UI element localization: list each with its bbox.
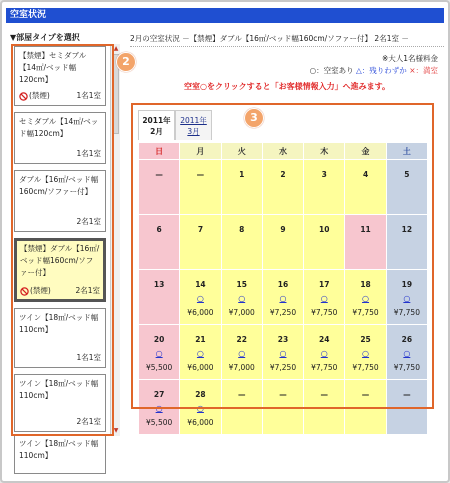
notes: [130, 53, 444, 77]
room-type-name: セミダブル【14㎡/ベッド幅120cm】: [19, 117, 99, 138]
weekday-header: 水: [262, 143, 303, 160]
day-number: 16: [277, 280, 289, 289]
room-type-footer: [19, 90, 101, 102]
weekday-header: 土: [386, 143, 427, 160]
day-number: 26: [401, 335, 413, 344]
day-price: ¥7,750: [352, 363, 379, 372]
instruction-text: 空室○をクリックすると「お客様情報入力」へ進みます。: [183, 82, 391, 91]
availability-link[interactable]: ○: [362, 294, 370, 303]
day-number: 13: [153, 280, 165, 289]
calendar-day-cell[interactable]: [139, 325, 180, 380]
day-number: 25: [360, 335, 371, 344]
calendar-day-cell: [345, 215, 386, 270]
title-bar: 空室状況: [6, 8, 444, 23]
room-type-header: ▼部屋タイプを選択: [10, 33, 80, 42]
day-price: ¥7,750: [352, 308, 379, 317]
calendar-day-cell[interactable]: [221, 325, 262, 380]
day-price: ¥7,000: [228, 363, 255, 372]
room-type-card[interactable]: [14, 112, 106, 164]
price-note: ※大人1名様料金: [381, 54, 438, 63]
day-price: ¥6,000: [187, 418, 214, 427]
month-tabs: [138, 110, 212, 142]
calendar-day-cell: [345, 380, 386, 435]
day-number: 11: [360, 225, 371, 234]
calendar-day-cell[interactable]: [139, 380, 180, 435]
day-number: 6: [156, 225, 162, 234]
availability-link[interactable]: ○: [196, 404, 204, 413]
day-number: 4: [362, 170, 369, 179]
calendar-grid: [138, 142, 428, 435]
day-number: 27: [153, 390, 165, 399]
room-type-footer: [19, 148, 101, 160]
day-price: ¥6,000: [187, 308, 214, 317]
day-number: 8: [239, 225, 245, 234]
room-type-card[interactable]: [14, 238, 106, 302]
calendar-day-cell: [386, 380, 427, 435]
room-capacity: 1名1室: [76, 149, 101, 158]
day-number: —: [403, 390, 411, 399]
day-number: 12: [401, 225, 413, 234]
room-type-card[interactable]: [14, 46, 106, 106]
calendar-day-cell: [221, 160, 262, 215]
day-number: 23: [277, 335, 289, 344]
calendar-day-cell: [139, 270, 180, 325]
calendar-day-cell: [304, 160, 345, 215]
callout-badge-3: 3: [244, 108, 264, 128]
calendar-day-cell[interactable]: [304, 270, 345, 325]
calendar-day-cell: [180, 160, 221, 215]
weekday-header: 日: [139, 143, 180, 160]
room-type-name: 【禁煙】ダブル【16㎡/ベッド幅160cm/ソファー付】: [20, 244, 100, 277]
room-type-card[interactable]: [14, 374, 106, 432]
room-capacity: 1名1室: [76, 91, 101, 100]
room-list-scrollbar[interactable]: [110, 44, 120, 436]
calendar-day-cell[interactable]: [386, 325, 427, 380]
availability-title: 2月の空室状況 －【禁煙】ダブル【16㎡/ベッド幅160cm/ソファー付】 2名1室 －: [130, 32, 444, 47]
month-tab-year: 2011年: [180, 116, 207, 125]
legend: [130, 65, 438, 77]
month-tab-year: 2011年: [142, 116, 171, 125]
room-type-name: 【禁煙】セミダブル【14㎡/ベッド幅120cm】: [19, 51, 87, 84]
day-number: 18: [360, 280, 371, 289]
room-capacity: 2名1室: [76, 417, 101, 426]
weekday-header-row: [139, 143, 428, 160]
day-price: ¥6,000: [187, 363, 214, 372]
calendar-day-cell: [304, 215, 345, 270]
calendar-week-row: [139, 215, 428, 270]
calendar-day-cell: [386, 215, 427, 270]
availability-link[interactable]: ○: [279, 294, 287, 303]
room-type-name: ダブル【16㎡/ベッド幅160cm/ソファー付】: [19, 175, 99, 196]
calendar-day-cell[interactable]: [180, 325, 221, 380]
no-smoking-icon: [20, 287, 29, 296]
availability-panel: [130, 32, 444, 92]
room-type-name: ツイン【18㎡/ベッド幅110cm】: [19, 313, 99, 334]
room-type-list: [10, 44, 112, 460]
day-number: 10: [319, 225, 330, 234]
day-price: ¥7,750: [311, 363, 338, 372]
room-type-card[interactable]: [14, 170, 106, 232]
room-type-footer: [19, 352, 101, 364]
availability-link[interactable]: ○: [238, 349, 246, 358]
calendar-day-cell: [221, 380, 262, 435]
availability-link[interactable]: ○: [155, 349, 163, 358]
day-number: —: [196, 170, 205, 179]
day-price: ¥5,500: [146, 363, 173, 372]
month-tab[interactable]: [138, 110, 175, 140]
day-number: 21: [195, 335, 206, 344]
legend-available: ○：空室あり: [309, 66, 354, 75]
availability-link[interactable]: ○: [196, 349, 204, 358]
room-type-card[interactable]: [14, 434, 106, 474]
day-number: 9: [280, 225, 286, 234]
calendar: [132, 104, 432, 476]
weekday-header: 月: [180, 143, 221, 160]
day-number: —: [155, 170, 163, 179]
room-type-name: ツイン【18㎡/ベッド幅110cm】: [19, 379, 99, 400]
month-tab-month: 3月: [187, 127, 200, 136]
room-type-footer: [19, 216, 101, 228]
calendar-day-cell: [262, 160, 303, 215]
calendar-day-cell[interactable]: [221, 270, 262, 325]
day-price: ¥7,750: [393, 363, 420, 372]
calendar-week-row: [139, 325, 428, 380]
no-smoking-label: [19, 90, 50, 102]
availability-link[interactable]: ○: [320, 294, 328, 303]
day-number: —: [320, 390, 329, 399]
day-number: 5: [404, 170, 410, 179]
no-smoking-label: [20, 285, 51, 297]
calendar-day-cell: [221, 215, 262, 270]
day-number: 20: [153, 335, 165, 344]
day-number: 22: [236, 335, 247, 344]
calendar-week-row: [139, 380, 428, 435]
calendar-day-cell: [139, 215, 180, 270]
day-number: 28: [195, 390, 206, 399]
day-price: ¥7,250: [269, 363, 297, 372]
availability-link[interactable]: ○: [155, 404, 163, 413]
day-number: 19: [401, 280, 413, 289]
room-capacity: 2名1室: [76, 217, 101, 226]
day-price: ¥7,250: [269, 308, 297, 317]
day-number: —: [237, 390, 246, 399]
weekday-header: 火: [221, 143, 262, 160]
calendar-week-row: [139, 160, 428, 215]
day-price: ¥7,000: [228, 308, 255, 317]
day-number: 2: [280, 170, 286, 179]
weekday-header: 金: [345, 143, 386, 160]
day-number: 3: [321, 170, 327, 179]
availability-link[interactable]: ○: [279, 349, 287, 358]
calendar-day-cell: [345, 160, 386, 215]
month-tab[interactable]: [175, 110, 212, 140]
calendar-day-cell[interactable]: [262, 325, 303, 380]
room-type-footer: [19, 416, 101, 428]
day-price: ¥7,750: [393, 308, 420, 317]
calendar-day-cell[interactable]: [262, 270, 303, 325]
calendar-day-cell[interactable]: [180, 270, 221, 325]
calendar-day-cell[interactable]: [180, 380, 221, 435]
availability-link[interactable]: ○: [320, 349, 328, 358]
room-type-panel: [10, 32, 119, 460]
availability-link[interactable]: ○: [238, 294, 246, 303]
scroll-down-arrow-icon[interactable]: ▼: [113, 427, 119, 434]
calendar-day-cell: [180, 215, 221, 270]
calendar-day-cell: [262, 380, 303, 435]
day-number: 17: [319, 280, 330, 289]
legend-full: ×：満室: [409, 66, 438, 75]
calendar-day-cell: [304, 380, 345, 435]
day-number: —: [279, 390, 287, 399]
availability-link[interactable]: ○: [196, 294, 204, 303]
room-type-card[interactable]: [14, 308, 106, 368]
room-type-footer: [20, 285, 100, 297]
day-price: ¥5,500: [146, 418, 173, 427]
availability-link[interactable]: ○: [403, 294, 411, 303]
calendar-day-cell[interactable]: [304, 325, 345, 380]
calendar-day-cell[interactable]: [386, 270, 427, 325]
day-number: 24: [319, 335, 330, 344]
availability-link[interactable]: ○: [362, 349, 370, 358]
callout-badge-2: 2: [116, 52, 136, 72]
day-number: 7: [197, 225, 204, 234]
no-smoking-icon: [19, 92, 28, 101]
day-price: ¥7,750: [311, 308, 338, 317]
day-number: 15: [236, 280, 247, 289]
month-tab-month: 2月: [150, 127, 163, 136]
no-smoking-text: (禁煙): [29, 91, 50, 100]
day-number: 1: [239, 170, 245, 179]
day-number: —: [361, 390, 370, 399]
day-number: 14: [195, 280, 206, 289]
calendar-day-cell[interactable]: [345, 270, 386, 325]
weekday-header: 木: [304, 143, 345, 160]
scroll-up-arrow-icon[interactable]: ▲: [113, 45, 119, 52]
no-smoking-text: (禁煙): [30, 286, 51, 295]
availability-link[interactable]: ○: [403, 349, 411, 358]
calendar-day-cell: [262, 215, 303, 270]
calendar-week-row: [139, 270, 428, 325]
legend-few: △：残りわずか: [356, 66, 407, 75]
calendar-day-cell[interactable]: [345, 325, 386, 380]
room-capacity: 1名1室: [76, 353, 101, 362]
room-type-name: ツイン【18㎡/ベッド幅110cm】: [19, 439, 99, 460]
calendar-day-cell: [139, 160, 180, 215]
calendar-day-cell: [386, 160, 427, 215]
room-capacity: 2名1室: [75, 286, 100, 295]
